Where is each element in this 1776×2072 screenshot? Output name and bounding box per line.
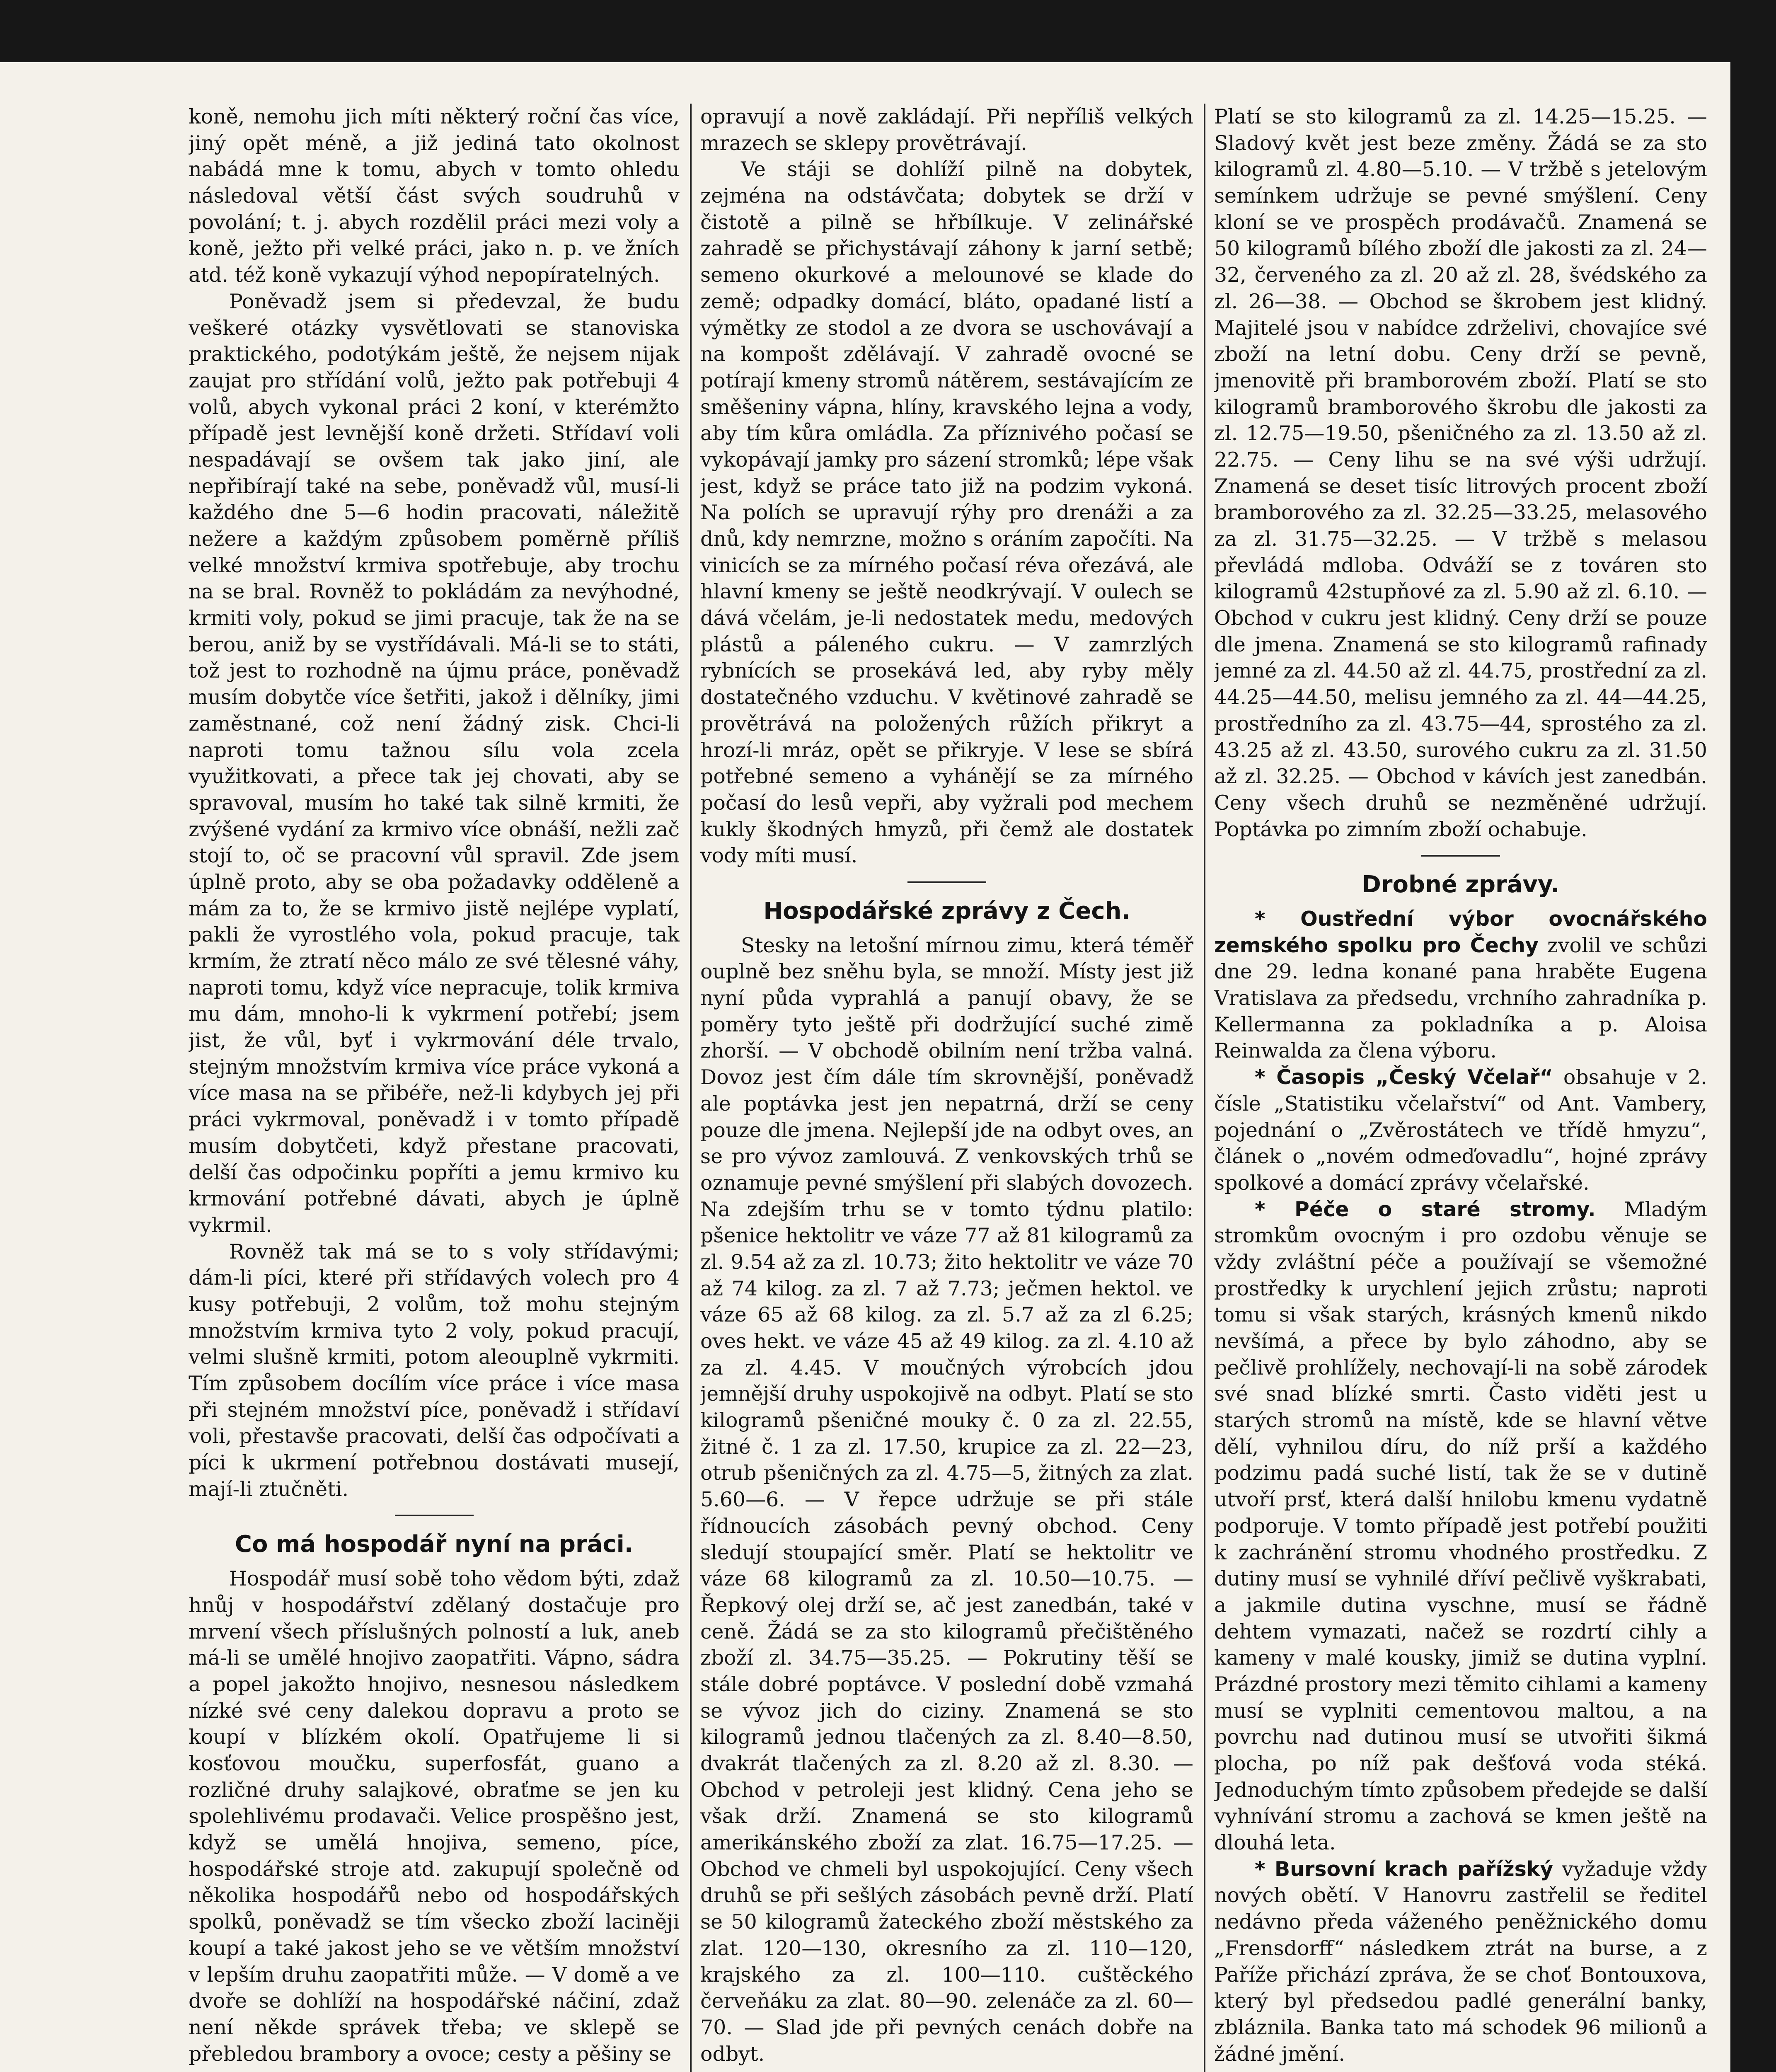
paragraph: koně, nemohu jich míti některý roční čas více, jiný opět méně, a již jediná tato okolnost nabádá mne k tomu, abych v tomto ohledu následoval větší část svých soudruhů v povolání; t. j. abych rozdělil práci mezi voly a koně, ježto při velké práci, jako n. p. ve žních atd. též koně vykazují výhod nepopíratelných.: [189, 105, 680, 287]
news-item: [1214, 906, 1707, 1064]
column-rule-1: [690, 104, 692, 2072]
news-item-lead: * Časopis „Český Včelař“: [1255, 1065, 1553, 1089]
section-heading: Co má hospodář nyní na práci.: [235, 1531, 634, 1558]
section-separator: [1421, 855, 1500, 857]
news-item-text: obsahuje v 2. čísle „Statistiku včelařství“ od Ant. Vambery, pojednání o „Zvěrostátech ve třídě hmyzu“, článek o „novém odmeďovadlu“, hojné zprávy spolkové a domácí zprávy včelařské.: [1214, 1065, 1707, 1195]
news-item-text: zvolil ve schůzi dne 29. ledna konané pana hraběte Eugena Vratislava za předsedu, vrchního zahradníka p. Kellermanna za pokladníka a p. Aloisa Reinwalda za člena výboru.: [1214, 933, 1707, 1063]
news-item-text: vyžaduje vždy nových obětí. V Hanovru zastřelil se ředitel nedávno předa váženého peněžnického domu „Frensdorff“ následkem ztrát na burse, a z Paříže přichází zpráva, že se choť Bontouxova, který byl předsedou padlé generální banky, zbláznila. Banka tato má schodek 96 milionů a žádné jmění.: [1214, 1857, 1707, 2066]
scan-border-right: [1730, 0, 1776, 2072]
news-item-lead: * Péče o staré stromy.: [1255, 1197, 1596, 1221]
paragraph: Platí se sto kilogramů za zl. 14.25—15.25. — Sladový květ jest beze změny. Žádá se za sto kilogramů zl. 4.80—5.10. — V tržbě s jetelovým semínkem udržuje se pevné smýšlení. Ceny kloní se ve prospěch prodávačů. Znamená se 50 kilogramů bílého zboží dle jakosti za zl. 24—32, červeného za zl. 20 až zl. 28, švédského za zl. 26—38. — Obchod se škrobem jest klidný. Majitelé jsou v nabídce zdrželivi, chovajíce své zboží na letní dobu. Ceny drží se pevně, jmenovitě při bramborovém zboží. Platí se sto kilogramů bramborového škrobu dle jakosti za zl. 12.75—19.50, pšeničného za zl. 13.50 až zl. 22.75. — Ceny lihu se na své výši udržují. Znamená se deset tisíc litrových procent zboží bramborového za zl. 32.25—33.25, melasového za zl. 31.75—32.25. — V tržbě s melasou převládá mdloba. Odváží se z továren sto kilogramů 42stupňové za zl. 5.90 až zl. 6.10. — Obchod v cukru jest klidný. Ceny drží se pouze dle jmena. Znamená se sto kilogramů rafinady jemné za zl. 44.50 až zl. 44.75, prostřední za zl. 44.25—44.50, melisu jemného za zl. 44—44.25, prostředního za zl. 43.75—44, sprostého za zl. 43.25 až zl. 43.50, surového cukru za zl. 31.50 až zl. 32.25. — Obchod v kávích jest zanedbán. Ceny všech druhů se nezměněné udržují. Poptávka po zimním zboží ochabuje.: [1214, 105, 1707, 841]
news-item: [1214, 1856, 1707, 2067]
scan-border-top: [0, 0, 1776, 62]
paragraph: opravují a nově zakládají. Při nepříliš velkých mrazech se sklepy provětrávají.: [700, 105, 1193, 155]
section-heading: Hospodářské zprávy z Čech.: [763, 897, 1130, 925]
paragraph: Rovněž tak má se to s voly střídavými; dám-li píci, které při střídavých volech pro 4 kusy potřebuji, 2 volům, tož mohu stejným množstvím krmiva tyto 2 voly, pokud pracují, velmi slušně krmiti, potom aleouplně vykrmiti. Tím způsobem docílím více práce i více masa při stejném množství píce, poněvadž i střídaví voli, přestavše pracovati, delší čas odpočívati a píci k ukrmení potřebnou dostávati musejí, mají-li ztučněti.: [189, 1239, 680, 1501]
column-rule-2: [1204, 104, 1205, 2072]
section-separator: [395, 1515, 474, 1516]
section-heading: Drobné zprávy.: [1362, 871, 1560, 898]
news-item-lead: * Oustřední výbor ovocnářského zemského spolku pro Čechy: [1214, 907, 1707, 957]
news-item: [1214, 1196, 1707, 1856]
news-item-text: Mladým stromkům ovocným i pro ozdobu věnuje se vždy zvláštní péče a používají se všemožné prostředky k urychlení jejich zrůstu; naproti tomu si však starých, krásných kmenů nikdo nevšímá, a přece by bylo záhodno, aby se pečlivě prohlížely, nechovají-li na sobě zárodek své snad blízké smrti. Často viděti jest u starých stromů na místě, kde se hlavní větve dělí, vyhnilou díru, do níž prší a každého podzimu padá suché listí, tak že se v dutině utvoří prsť, která další hnilobu kmenu vydatně podporuje. V tomto případě jest potřebí použiti k zachránění stromu vhodného prostředku. Z dutiny musí se vyhnilé dříví pečlivě vyškrabati, a jakmile dutina vyschne, musí se řádně dehtem vymazati, načež se rozdrtí cihly a kameny v malé kousky, jimiž se dutina vyplní. Prázdné prostory mezi těmito cihlami a kameny musí se vyplniti cementovou maltou, a na povrchu nad dutinou musí se utvořiti šikmá plocha, po níž pak dešťová voda stéká. Jednoduchým tímto způsobem předejde se další vyhnívání stromu a zachová se kmen ještě na dlouhá leta.: [1214, 1197, 1707, 1855]
column-1: [189, 104, 680, 2072]
news-item: [1214, 1064, 1707, 1196]
paragraph: Stesky na letošní mírnou zimu, která téměř ouplně bez sněhu byla, se množí. Místy jest již nyní půda vyprahlá a panují obavy, že se poměry tyto ještě při dodržující suché zimě zhorší. — V obchodě obilním není tržba valná. Dovoz jest čím dále tím skrovnější, poněvadž ale poptávka jest jen nepatrná, drží se ceny pouze dle jmena. Nejlepší jde na odbyt oves, an se pro vývoz zamlouvá. Z venkovských trhů se oznamuje pevné smýšlení při slabých dovozech. Na zdejším trhu se v tomto týdnu platilo: pšenice hektolitr ve váze 77 až 81 kilogramů za zl. 9.54 až za zl. 10.73; žito hektolitr ve váze 70 až 74 kilog. za zl. 7 až 7.73; ječmen hektol. ve váze 65 až 68 kilog. za zl. 5.7 až za zl 6.25; oves hekt. ve váze 45 až 49 kilog. za zl. 4.10 až za zl. 4.45. V moučných výrobcích jdou jemnější druhy uspokojivě na odbyt. Platí se sto kilogramů pšeničné mouky č. 0 za zl. 22.55, žitné č. 1 za zl. 17.50, krupice za zl. 22—23, otrub pšeničných za zl. 4.75—5, žitných za zlat. 5.60—6. — V řepce udržuje se při stále řídnoucích zásobách pevný obchod. Ceny sledují stoupající směr. Platí se hektolitr ve váze 68 kilogramů za zl. 10.50—10.75. — Řepkový olej drží se, ač jest zanedbán, také v ceně. Žádá se za sto kilogramů přečištěného zboží zl. 34.75—35.25. — Pokrutiny těší se stále dobré poptávce. V poslední době vzmahá se vývoz jich do ciziny. Znamená se sto kilogramů jednou tlačených za zl. 8.40—8.50, dvakrát tlačených za zl. 8.20 až zl. 8.30. — Obchod v petroleji jest klidný. Cena jeho se však drží. Znamená se sto kilogramů amerikánského zboží za zlat. 16.75—17.25. — Obchod ve chmeli byl uspokojující. Ceny všech druhů se při sešlých zásobách pevně drží. Platí se 50 kilogramů žateckého zboží městského za zlat. 120—130, okresního za zl. 110—120, krajského za zl. 100—110. cuštěckého červeňáku za zlat. 80—90. zelenáče za zl. 60—70. — Slad jde při pevných cenách dobře na odbyt.: [700, 933, 1193, 2066]
column-3: [1214, 104, 1707, 2072]
column-2: [700, 104, 1193, 2072]
paragraph: Poněvadž jsem si předevzal, že budu veškeré otázky vysvětlovati se stanoviska praktického, podotýkám ještě, že nejsem nijak zaujat pro střídání volů, ježto pak potřebuji 4 volů, abych vykonal práci 2 koní, v kterémžto případě jest levnější koně držeti. Střídaví voli nespadávají se ovšem tak jako jiní, ale nepřibírají také na sebe, poněvadž vůl, musí-li každého dne 5—6 hodin pracovati, náležitě nežere a každým způsobem poměrně příliš velké množství krmiva spotřebuje, aby trochu na se bral. Rovněž to pokládám za nevýhodné, krmiti voly, pokud se jimi pracuje, tak že na se berou, aniž by se vystřídávali. Má-li se to státi, tož jest to rozhodně na újmu práce, poněvadž musím dobytče více šetřiti, jakož i dělníky, jimi zaměstnané, což není žádný zisk. Chci-li naproti tomu tažnou sílu vola zcela využitkovati, a přece tak jej chovati, aby se spravoval, musím ho také tak silně krmiti, že zvýšené vydání za krmivo více obnáší, nežli zač stojí to, oč se pracovní vůl spravil. Zde jsem úplně proto, aby se oba požadavky odděleně a mám za to, že se krmivo jistě nejlépe vyplatí, pakli že vyrostlého vola, pokud pracuje, tak krmím, že ztratí něco málo ze své tělesné váhy, naproti tomu, když více nepracuje, tolik krmiva mu dám, mnoho-li k vykrmení potřebí; jsem jist, že vůl, byť i vykrmování déle trvalo, stejným množstvím krmiva více práce vykoná a více masa na se přibéře, než-li kdybych jej při práci vykrmoval, poněvadž i v tomto případě musím dobytčeti, když přestane pracovati, delší čas odpočinku popříti a jemu krmivo ku krmování potřebné dávati, abych je úplně vykrmil.: [189, 289, 680, 1237]
paragraph: Ve stáji se dohlíží pilně na dobytek, zejména na odstávčata; dobytek se drží v čistotě a pilně se hřbílkuje. V zelinářské zahradě se přichystávají záhony k jarní setbě; semeno okurkové a melounové se klade do země; odpadky domácí, bláto, opadané listí a výmětky ze stodol a ze dvora se uschovávají a na kompošt zdělávají. V zahradě ovocné se potírají kmeny stromů nátěrem, sestávajícím ze směšeniny vápna, hlíny, kravského lejna a vody, aby tím kůra omládla. Za příznivého počasí se vykopávají jamky pro sázení stromků; lépe však jest, když se práce tato již na podzim vykoná. Na polích se upravují rýhy pro drenáži a za dnů, kdy nemrzne, možno s oráním započíti. Na vinicích se za mírného počasí réva ořezává, ale hlavní kmeny se ještě neodkrývají. V oulech se dává včelám, je-li nedostatek medu, medových plástů a páleného cukru. — V zamrzlých rybnících se prosekává led, aby ryby měly dostatečného vzduchu. V květinové zahradě se provětrává na položených růžích přikryt a hrozí-li mráz, opět se přikryje. V lese se sbírá potřebné semeno a vyhánějí se za mírného počasí do lesů vepři, aby vyžrali pod mechem kukly škodných hmyzů, při čemž ale dostatek vody míti musí.: [700, 157, 1193, 868]
paragraph: Hospodář musí sobě toho vědom býti, zdaž hnůj v hospodářství zdělaný dostačuje pro mrvení všech příslušných polností a luk, aneb má-li se umělé hnojivo zaopatřiti. Vápno, sádra a popel jakožto hnojivo, nesnesou následkem nízké své ceny dalekou dopravu a proto se koupí v blízkém okolí. Opatřujeme li si kosťovou moučku, superfosfát, guano a rozličné druhy salajkové, obraťme se jen ku spolehlivému prodavači. Velice prospěšno jest, když se umělá hnojiva, semeno, píce, hospodářské stroje atd. zakupují společně od několika hospodářů nebo od hospodářských spolků, poněvadž se tím všecko zboží laciněji koupí a také jakost jeho se ve větším množství v lepším druhu zaopatřiti může. — V domě a ve dvoře se dohlíží na hospodářské náčiní, zdaž není někde správek třeba; ve sklepě se přebledou brambory a ovoce; cesty a pěšiny se: [189, 1567, 680, 2066]
section-separator: [907, 881, 986, 883]
news-item-lead: * Bursovní krach pařížský: [1255, 1857, 1553, 1881]
